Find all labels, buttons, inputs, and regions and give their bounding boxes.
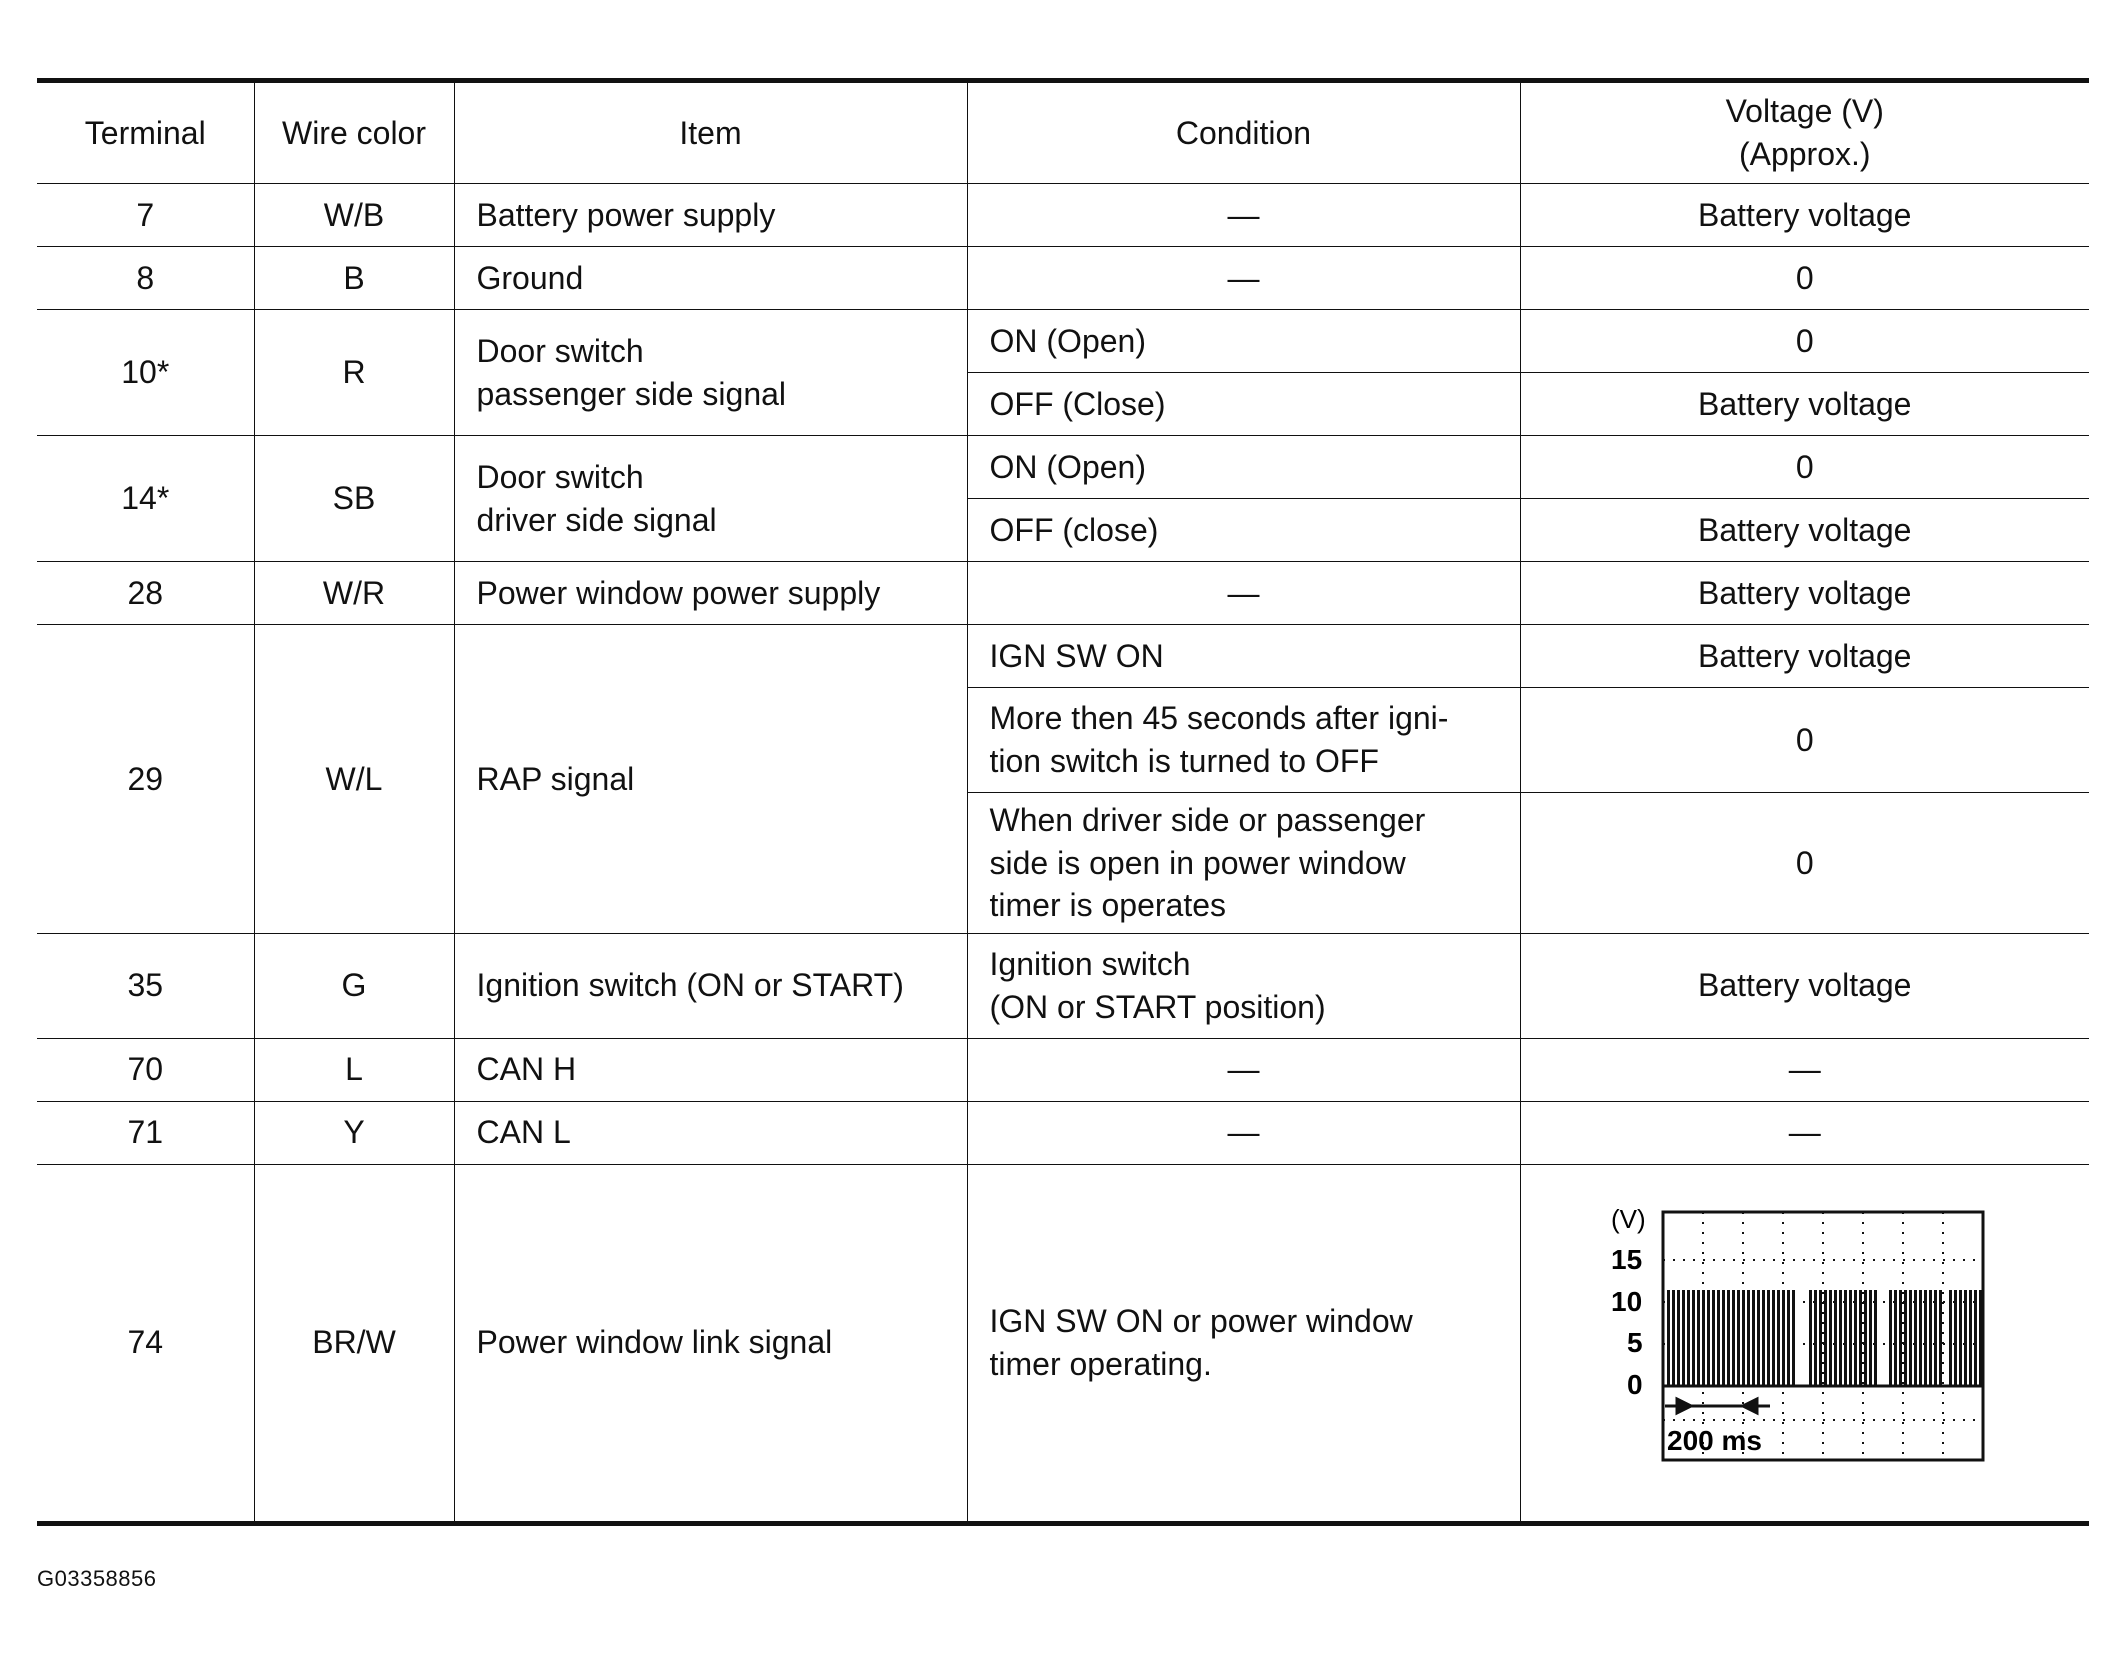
voltage-cell: Battery voltage [1520, 933, 2089, 1038]
table-row [37, 1038, 2089, 1101]
waveform-pulse [1692, 1290, 1695, 1386]
item-cell: Door switch driver side signal [454, 436, 967, 562]
header-row [37, 81, 2089, 184]
terminal-cell: 10* [37, 310, 254, 436]
waveform-pulse [1747, 1290, 1750, 1386]
waveform-pulse [1974, 1290, 1977, 1386]
wire-color-cell: W/B [254, 184, 454, 247]
wire-color-cell: L [254, 1038, 454, 1101]
table-row [37, 1101, 2089, 1164]
waveform-graph [1605, 1202, 2005, 1472]
waveform-pulse [1697, 1290, 1700, 1386]
waveform-pulse [1899, 1290, 1902, 1386]
waveform-pulse [1717, 1290, 1720, 1386]
condition-cell: — [967, 184, 1520, 247]
voltage-cell: Battery voltage [1520, 499, 2089, 562]
terminal-voltage-table [37, 78, 2089, 1526]
condition-cell: — [967, 562, 1520, 625]
terminal-cell: 29 [37, 625, 254, 934]
wire-color-cell: BR/W [254, 1164, 454, 1523]
waveform-pulse [1939, 1290, 1942, 1386]
waveform-pulse [1889, 1290, 1892, 1386]
voltage-cell: 0 [1520, 247, 2089, 310]
table-row [37, 625, 2089, 688]
voltage-cell: Battery voltage [1520, 373, 2089, 436]
condition-cell: IGN SW ON [967, 625, 1520, 688]
waveform-pulse [1924, 1290, 1927, 1386]
terminal-cell: 28 [37, 562, 254, 625]
wire-color-cell: W/L [254, 625, 454, 934]
terminal-cell: 71 [37, 1101, 254, 1164]
waveform-pulse [1682, 1290, 1685, 1386]
wire-color-cell: Y [254, 1101, 454, 1164]
waveform-pulse [1687, 1290, 1690, 1386]
item-cell: Power window power supply [454, 562, 967, 625]
terminal-cell: 70 [37, 1038, 254, 1101]
waveform-y-tick: 15 [1610, 1244, 1642, 1276]
condition-cell: When driver side or passenger side is open in power window timer is operates [967, 793, 1520, 934]
voltage-cell: 0 [1520, 310, 2089, 373]
condition-cell: OFF (close) [967, 499, 1520, 562]
waveform-pulse [1909, 1290, 1912, 1386]
waveform-pulse [1949, 1290, 1952, 1386]
terminal-cell: 8 [37, 247, 254, 310]
wire-color-cell: B [254, 247, 454, 310]
waveform-pulse [1859, 1290, 1862, 1386]
waveform-pulse [1767, 1290, 1770, 1386]
waveform-pulse [1934, 1290, 1937, 1386]
item-cell: CAN H [454, 1038, 967, 1101]
waveform-pulse [1707, 1290, 1710, 1386]
item-cell: Battery power supply [454, 184, 967, 247]
waveform-pulse [1864, 1290, 1867, 1386]
table-row [37, 1164, 2089, 1523]
waveform-pulse [1814, 1290, 1817, 1386]
waveform-pulse [1757, 1290, 1760, 1386]
voltage-cell: Battery voltage [1520, 562, 2089, 625]
voltage-cell: 0 [1520, 436, 2089, 499]
waveform-pulse [1787, 1290, 1790, 1386]
condition-cell: ON (Open) [967, 310, 1520, 373]
wire-color-cell: R [254, 310, 454, 436]
item-cell: CAN L [454, 1101, 967, 1164]
waveform-pulse [1834, 1290, 1837, 1386]
waveform-pulse [1919, 1290, 1922, 1386]
waveform-pulse [1667, 1290, 1670, 1386]
waveform-y-tick: 10 [1610, 1286, 1642, 1318]
voltage-cell: 0 [1520, 688, 2089, 793]
waveform-pulse [1854, 1290, 1857, 1386]
waveform-pulse [1964, 1290, 1967, 1386]
table-row [37, 184, 2089, 247]
figure-code: G03358856 [37, 1566, 157, 1591]
condition-cell: Ignition switch (ON or START position) [967, 933, 1520, 1038]
waveform-pulse [1782, 1290, 1785, 1386]
wire-color-cell: W/R [254, 562, 454, 625]
waveform-pulse [1777, 1290, 1780, 1386]
waveform-pulse [1914, 1290, 1917, 1386]
waveform-pulse [1672, 1290, 1675, 1386]
waveform-pulse [1894, 1290, 1897, 1386]
waveform-pulse [1869, 1290, 1872, 1386]
waveform-pulse [1904, 1290, 1907, 1386]
terminal-cell: 74 [37, 1164, 254, 1523]
waveform-y-tick: 0 [1626, 1369, 1643, 1401]
waveform-pulse [1762, 1290, 1765, 1386]
table-row [37, 933, 2089, 1038]
item-cell: Ignition switch (ON or START) [454, 933, 967, 1038]
table-row [37, 436, 2089, 499]
header-terminal: Terminal [37, 81, 254, 184]
condition-cell: — [967, 1038, 1520, 1101]
waveform-pulse [1742, 1290, 1745, 1386]
waveform-pulse [1954, 1290, 1957, 1386]
waveform-pulse [1824, 1290, 1827, 1386]
waveform-pulse-train [1667, 1290, 1982, 1386]
voltage-cell: — [1520, 1038, 2089, 1101]
waveform-pulse [1732, 1290, 1735, 1386]
waveform-pulse [1839, 1290, 1842, 1386]
item-cell: Power window link signal [454, 1164, 967, 1523]
condition-cell: — [967, 1101, 1520, 1164]
waveform-y-tick: 5 [1626, 1327, 1643, 1359]
waveform-pulse [1969, 1290, 1972, 1386]
waveform-pulse [1959, 1290, 1962, 1386]
waveform-pulse [1727, 1290, 1730, 1386]
condition-cell: OFF (Close) [967, 373, 1520, 436]
terminal-cell: 35 [37, 933, 254, 1038]
time-scale-label: 200 ms [1666, 1425, 1762, 1457]
waveform-pulse [1677, 1290, 1680, 1386]
terminal-table-container [37, 78, 2089, 1526]
header-item: Item [454, 81, 967, 184]
voltage-cell: Battery voltage [1520, 625, 2089, 688]
wire-color-cell: G [254, 933, 454, 1038]
voltage-cell: Battery voltage [1520, 184, 2089, 247]
waveform-pulse [1752, 1290, 1755, 1386]
waveform-pulse [1737, 1290, 1740, 1386]
header-wire-color: Wire color [254, 81, 454, 184]
waveform-pulse [1772, 1290, 1775, 1386]
time-scale-arrow [1665, 1399, 1770, 1413]
waveform-pulse [1722, 1290, 1725, 1386]
condition-cell: — [967, 247, 1520, 310]
waveform-pulse [1929, 1290, 1932, 1386]
waveform-pulse [1849, 1290, 1852, 1386]
waveform-unit-label: (V) [1610, 1204, 1646, 1235]
waveform-pulse [1712, 1290, 1715, 1386]
table-row [37, 247, 2089, 310]
condition-cell: ON (Open) [967, 436, 1520, 499]
wire-color-cell: SB [254, 436, 454, 562]
header-voltage: Voltage (V) (Approx.) [1520, 81, 2089, 184]
item-cell: Door switch passenger side signal [454, 310, 967, 436]
waveform-pulse [1702, 1290, 1705, 1386]
waveform-pulse [1874, 1290, 1877, 1386]
terminal-cell: 7 [37, 184, 254, 247]
table-row [37, 310, 2089, 373]
waveform-pulse [1792, 1290, 1795, 1386]
waveform-pulse [1809, 1290, 1812, 1386]
voltage-waveform-cell [1520, 1164, 2089, 1523]
terminal-cell: 14* [37, 436, 254, 562]
voltage-cell: 0 [1520, 793, 2089, 934]
waveform-pulse [1829, 1290, 1832, 1386]
item-cell: Ground [454, 247, 967, 310]
waveform-pulse [1844, 1290, 1847, 1386]
condition-cell: IGN SW ON or power window timer operating. [967, 1164, 1520, 1523]
waveform-pulse [1819, 1290, 1822, 1386]
header-condition: Condition [967, 81, 1520, 184]
condition-cell: More then 45 seconds after igni- tion switch is turned to OFF [967, 688, 1520, 793]
item-cell: RAP signal [454, 625, 967, 934]
voltage-cell: — [1520, 1101, 2089, 1164]
table-row [37, 562, 2089, 625]
